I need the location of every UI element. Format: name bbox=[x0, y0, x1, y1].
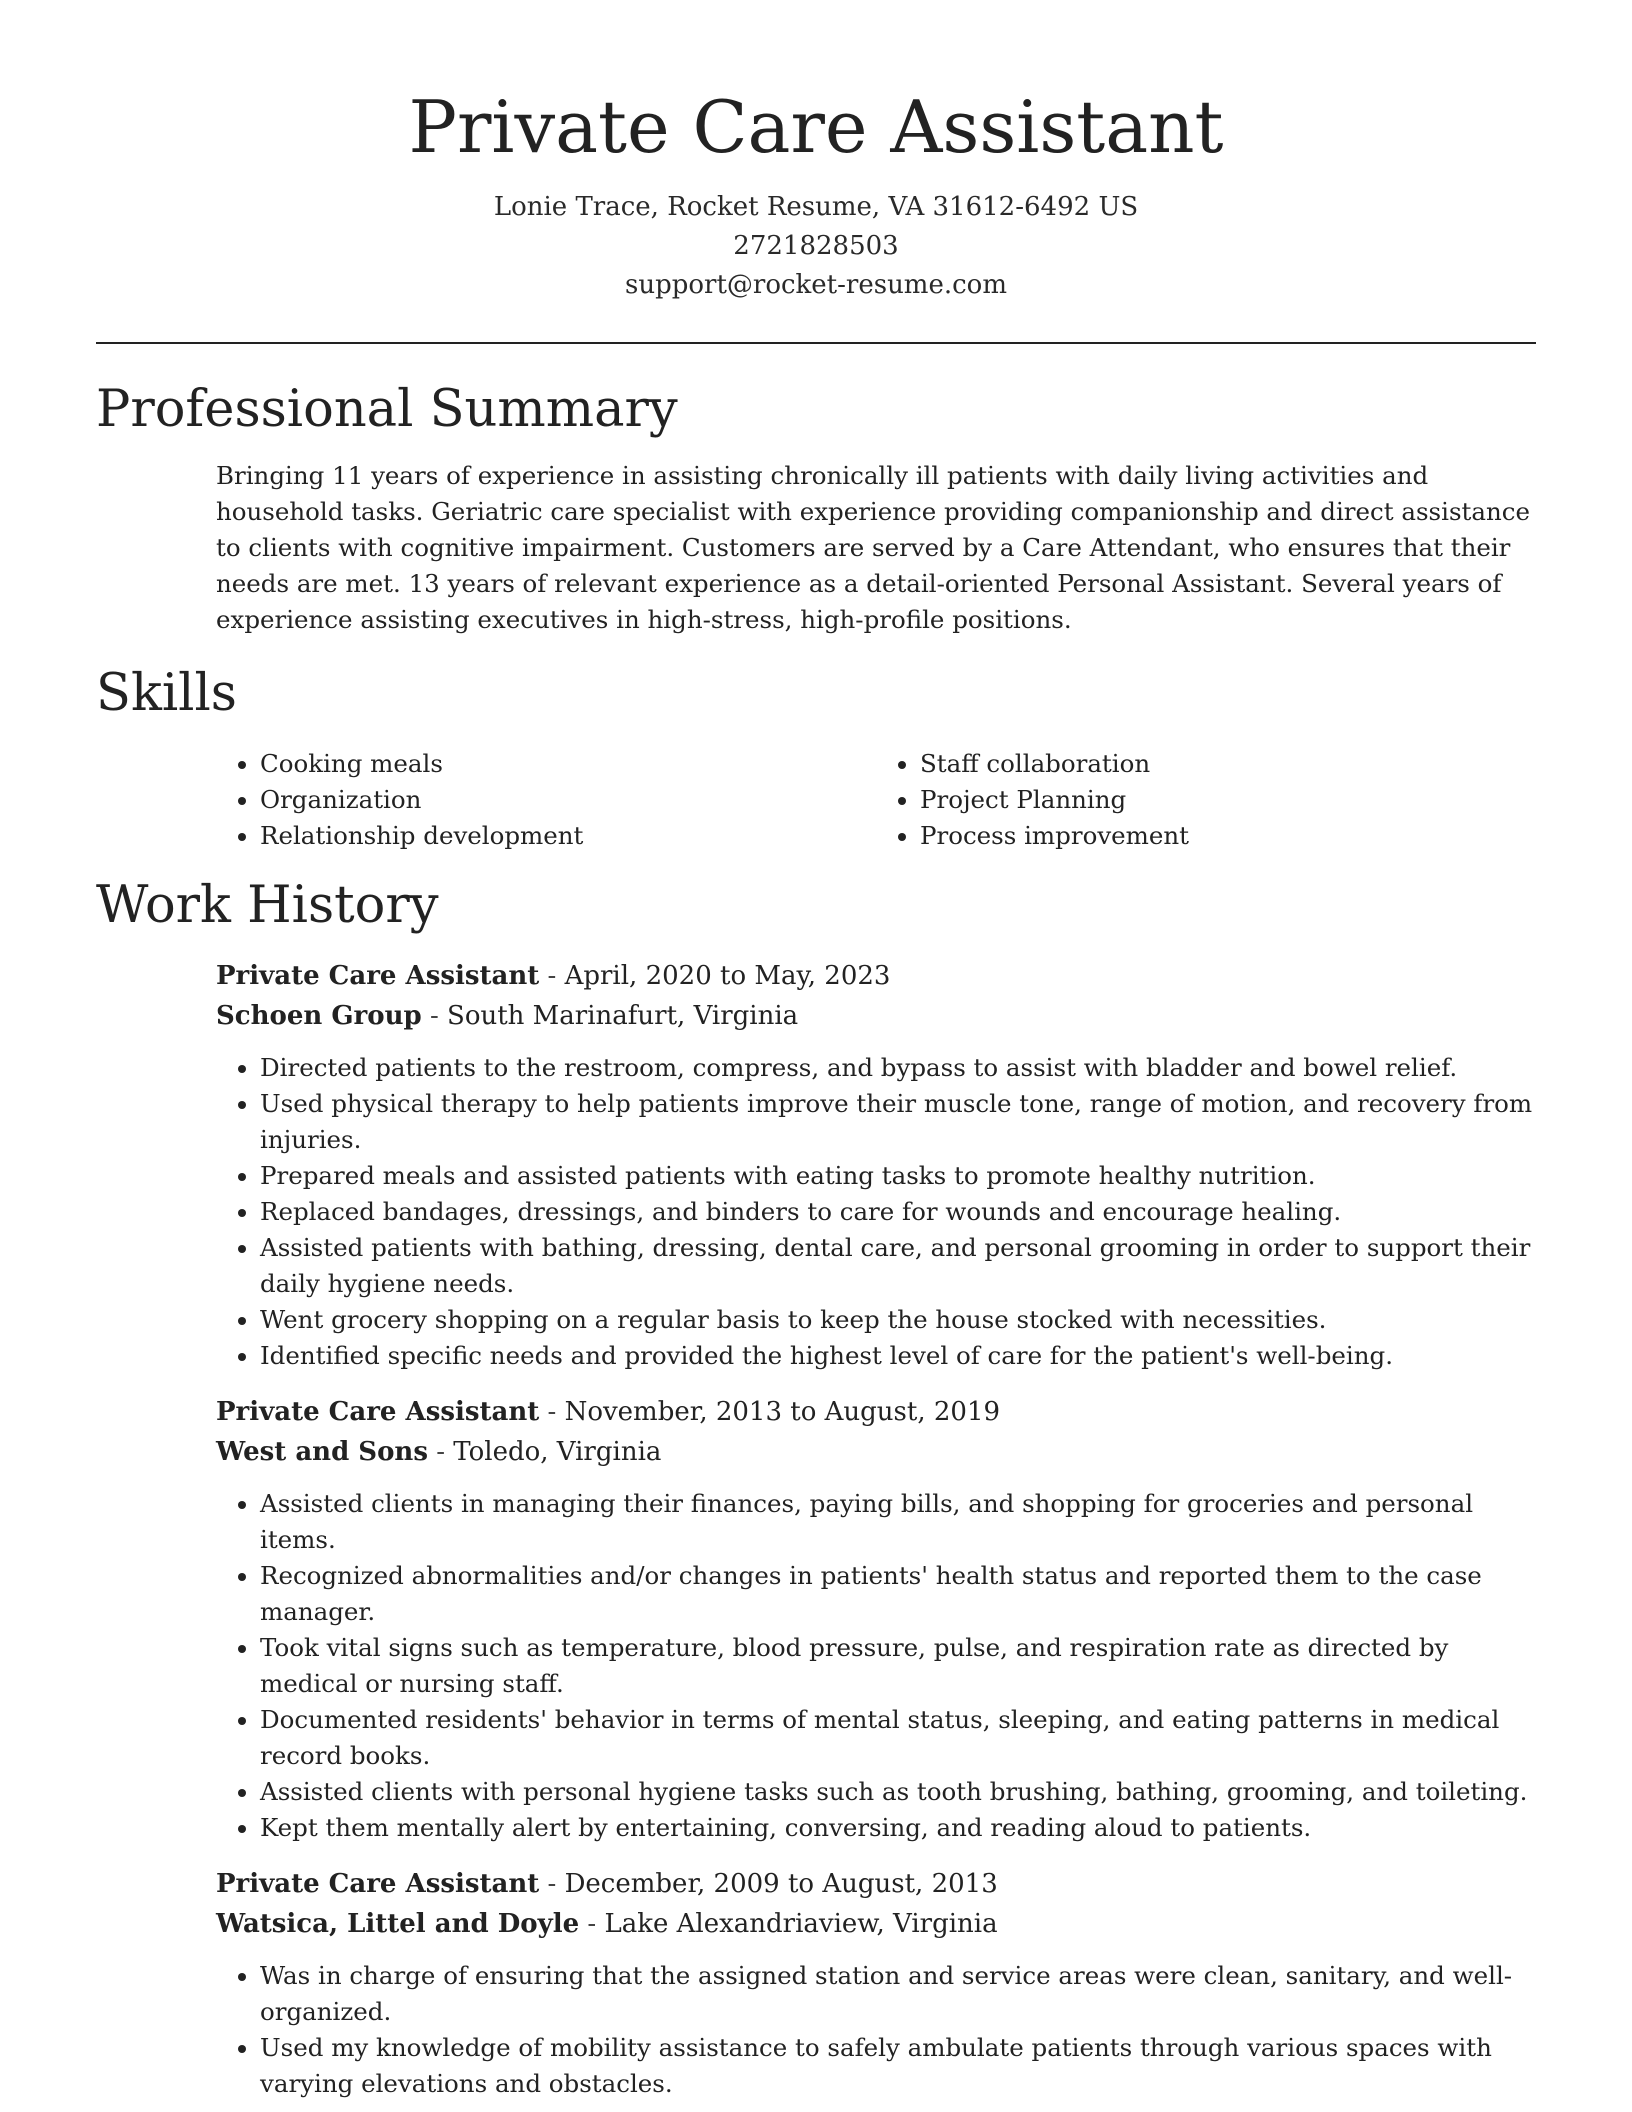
skill-item: • Organization bbox=[260, 782, 876, 818]
contact-phone: 2721828503 bbox=[733, 231, 899, 261]
job-org-line bbox=[216, 996, 1536, 1036]
job-bullets bbox=[216, 1486, 1536, 1846]
job-title-line bbox=[216, 1864, 1536, 1904]
job-title: Private Care Assistant bbox=[216, 1397, 540, 1427]
job-bullet: • Assisted clients in managing their finances, paying bills, and shopping for groceries and personal items. bbox=[260, 1486, 1536, 1558]
skill-item: • Staff collaboration bbox=[920, 746, 1536, 782]
job-title-line bbox=[216, 1392, 1536, 1432]
job-bullet: • Prepared meals and assisted patients with eating tasks to promote healthy nutrition. bbox=[260, 1158, 1536, 1194]
skills-section bbox=[96, 662, 1536, 854]
job-location: Lake Alexandriaview, Virginia bbox=[604, 1909, 998, 1939]
skill-item: • Relationship development bbox=[260, 818, 876, 854]
job-bullet: • Assisted clients with personal hygiene tasks such as tooth brushing, bathing, grooming, and toileting. bbox=[260, 1774, 1536, 1810]
separator: - bbox=[427, 1437, 454, 1467]
resume-header bbox=[0, 0, 1632, 305]
job-bullet: • Replaced bandages, dressings, and binders to care for wounds and encourage healing. bbox=[260, 1194, 1536, 1230]
separator: - bbox=[579, 1909, 605, 1939]
job-title-line bbox=[216, 956, 1536, 996]
contact-block bbox=[0, 188, 1632, 305]
resume-body bbox=[96, 378, 1536, 2102]
job-dates: April, 2020 to May, 2023 bbox=[564, 961, 891, 991]
skills-list bbox=[216, 746, 1536, 854]
resume-title: Private Care Assistant bbox=[408, 85, 1224, 169]
job-title: Private Care Assistant bbox=[216, 1869, 540, 1899]
job-dates: December, 2009 to August, 2013 bbox=[564, 1869, 998, 1899]
separator: - bbox=[539, 961, 565, 991]
job-bullets bbox=[216, 1958, 1536, 2102]
job-bullet: • Kept them mentally alert by entertaining, conversing, and reading aloud to patients. bbox=[260, 1810, 1536, 1846]
job-bullet: • Used physical therapy to help patients improve their muscle tone, range of motion, and recovery from injuries. bbox=[260, 1086, 1536, 1158]
job-bullet: • Recognized abnormalities and/or changes in patients' health status and reported them to the case manager. bbox=[260, 1558, 1536, 1630]
job-bullet: • Assisted patients with bathing, dressing, dental care, and personal grooming in order to support their daily hygiene needs. bbox=[260, 1230, 1536, 1302]
work-history-heading: Work History bbox=[96, 876, 439, 935]
job-entry bbox=[216, 956, 1536, 1374]
job-org-line bbox=[216, 1904, 1536, 1944]
job-bullet: • Used my knowledge of mobility assistance to safely ambulate patients through various spaces with varying elevations and obstacles. bbox=[260, 2030, 1536, 2102]
header-divider bbox=[96, 342, 1536, 344]
summary-heading: Professional Summary bbox=[96, 380, 678, 439]
job-org-line bbox=[216, 1432, 1536, 1472]
skill-item: • Project Planning bbox=[920, 782, 1536, 818]
skills-column-left bbox=[216, 746, 876, 854]
job-dates: November, 2013 to August, 2019 bbox=[564, 1397, 1001, 1427]
job-company: Schoen Group bbox=[216, 1001, 422, 1031]
skills-column-right bbox=[876, 746, 1536, 854]
separator: - bbox=[539, 1869, 565, 1899]
job-bullet: • Documented residents' behavior in terms of mental status, sleeping, and eating patterns in medical record books. bbox=[260, 1702, 1536, 1774]
contact-email: support@rocket-resume.com bbox=[624, 270, 1007, 300]
separator: - bbox=[421, 1001, 448, 1031]
summary-section bbox=[96, 378, 1536, 638]
job-bullet: • Took vital signs such as temperature, blood pressure, pulse, and respiration rate as directed by medical or nursing staff. bbox=[260, 1630, 1536, 1702]
work-history-section bbox=[96, 874, 1536, 2102]
job-entry bbox=[216, 1392, 1536, 1846]
skills-heading: Skills bbox=[96, 664, 237, 723]
job-company: Watsica, Littel and Doyle bbox=[216, 1909, 580, 1939]
summary-text: Bringing 11 years of experience in assisting chronically ill patients with daily living activities and household tasks. Geriatric care specialist with experience providing companionship and direct assistance to clients with cognitive impairment. Customers are served by a Care Attendant, who ensures that their needs are met. 13 years of relevant experience as a detail-oriented Personal Assistant. Several years of experience assisting executives in high-stress, high-profile positions. bbox=[216, 461, 1530, 634]
contact-address: Lonie Trace, Rocket Resume, VA 31612-6492 US bbox=[493, 192, 1139, 222]
job-title: Private Care Assistant bbox=[216, 961, 540, 991]
job-bullet: • Went grocery shopping on a regular basis to keep the house stocked with necessities. bbox=[260, 1302, 1536, 1338]
job-bullets bbox=[216, 1050, 1536, 1374]
job-location: Toledo, Virginia bbox=[453, 1437, 662, 1467]
job-location: South Marinafurt, Virginia bbox=[447, 1001, 799, 1031]
job-entry bbox=[216, 1864, 1536, 2102]
job-bullet: • Identified specific needs and provided the highest level of care for the patient's well-being. bbox=[260, 1338, 1536, 1374]
separator: - bbox=[539, 1397, 565, 1427]
skill-item: • Process improvement bbox=[920, 818, 1536, 854]
job-bullet: • Directed patients to the restroom, compress, and bypass to assist with bladder and bowel relief. bbox=[260, 1050, 1536, 1086]
skill-item: • Cooking meals bbox=[260, 746, 876, 782]
job-company: West and Sons bbox=[216, 1437, 428, 1467]
job-bullet: • Was in charge of ensuring that the assigned station and service areas were clean, sanitary, and well-organized. bbox=[260, 1958, 1536, 2030]
